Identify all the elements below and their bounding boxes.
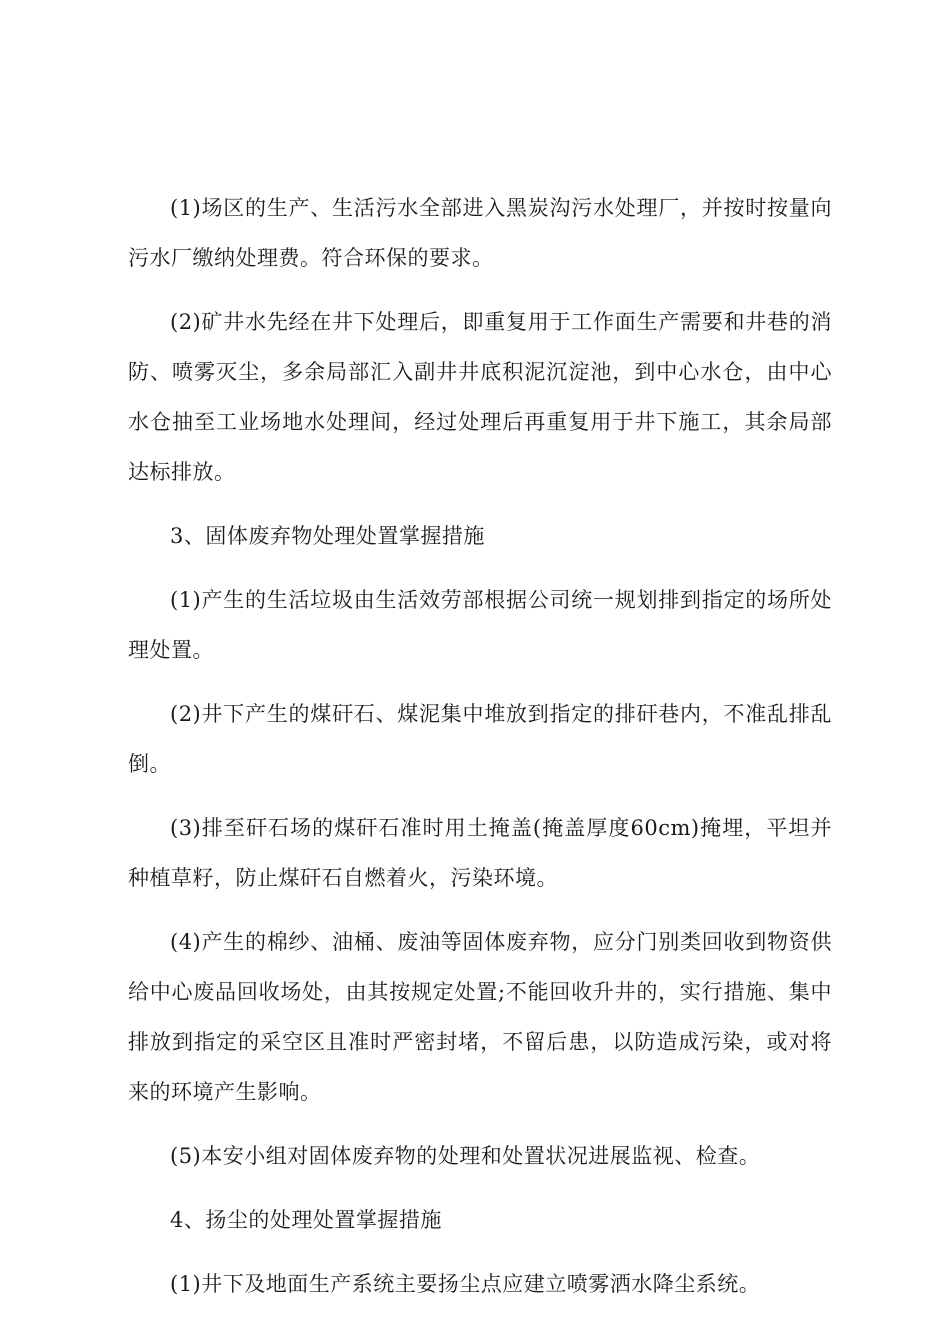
paragraph-solid-waste-2: (2)井下产生的煤矸石、煤泥集中堆放到指定的排矸巷内，不准乱排乱倒。 (128, 702, 832, 776)
paragraph-wastewater-1: (1)场区的生产、生活污水全部进入黑炭沟污水处理厂，并按时按量向污水厂缴纳处理费。符合环保的要求。 (128, 196, 832, 270)
section-heading-dust: 4、扬尘的处理处置掌握措施 (170, 1208, 442, 1232)
paragraph-solid-waste-5: (5)本安小组对固体废弃物的处理和处置状况进展监视、检查。 (170, 1144, 761, 1168)
section-heading-solid-waste: 3、固体废弃物处理处置掌握措施 (170, 524, 485, 548)
paragraph-solid-waste-3: (3)排至矸石场的煤矸石准时用土掩盖(掩盖厚度60cm)掩埋，平坦并种植草籽，防止煤矸石自燃着火，污染环境。 (128, 816, 832, 890)
paragraph-dust-1: (1)井下及地面生产系统主要扬尘点应建立喷雾洒水降尘系统。 (170, 1272, 761, 1296)
paragraph-wastewater-2: (2)矿井水先经在井下处理后，即重复用于工作面生产需要和井巷的消防、喷雾灭尘，多余局部汇入副井井底积泥沉淀池，到中心水仓，由中心水仓抽至工业场地水处理间，经过处理后再重复用于井下施工，其余局部达标排放。 (128, 310, 832, 484)
paragraph-solid-waste-4: (4)产生的棉纱、油桶、废油等固体废弃物，应分门别类回收到物资供给中心废品回收场处，由其按规定处置;不能回收升井的，实行措施、集中排放到指定的采空区且准时严密封堵，不留后患，以防造成污染，或对将来的环境产生影响。 (128, 930, 832, 1104)
paragraph-solid-waste-1: (1)产生的生活垃圾由生活效劳部根据公司统一规划排到指定的场所处理处置。 (128, 588, 832, 662)
document-body (128, 183, 832, 1323)
